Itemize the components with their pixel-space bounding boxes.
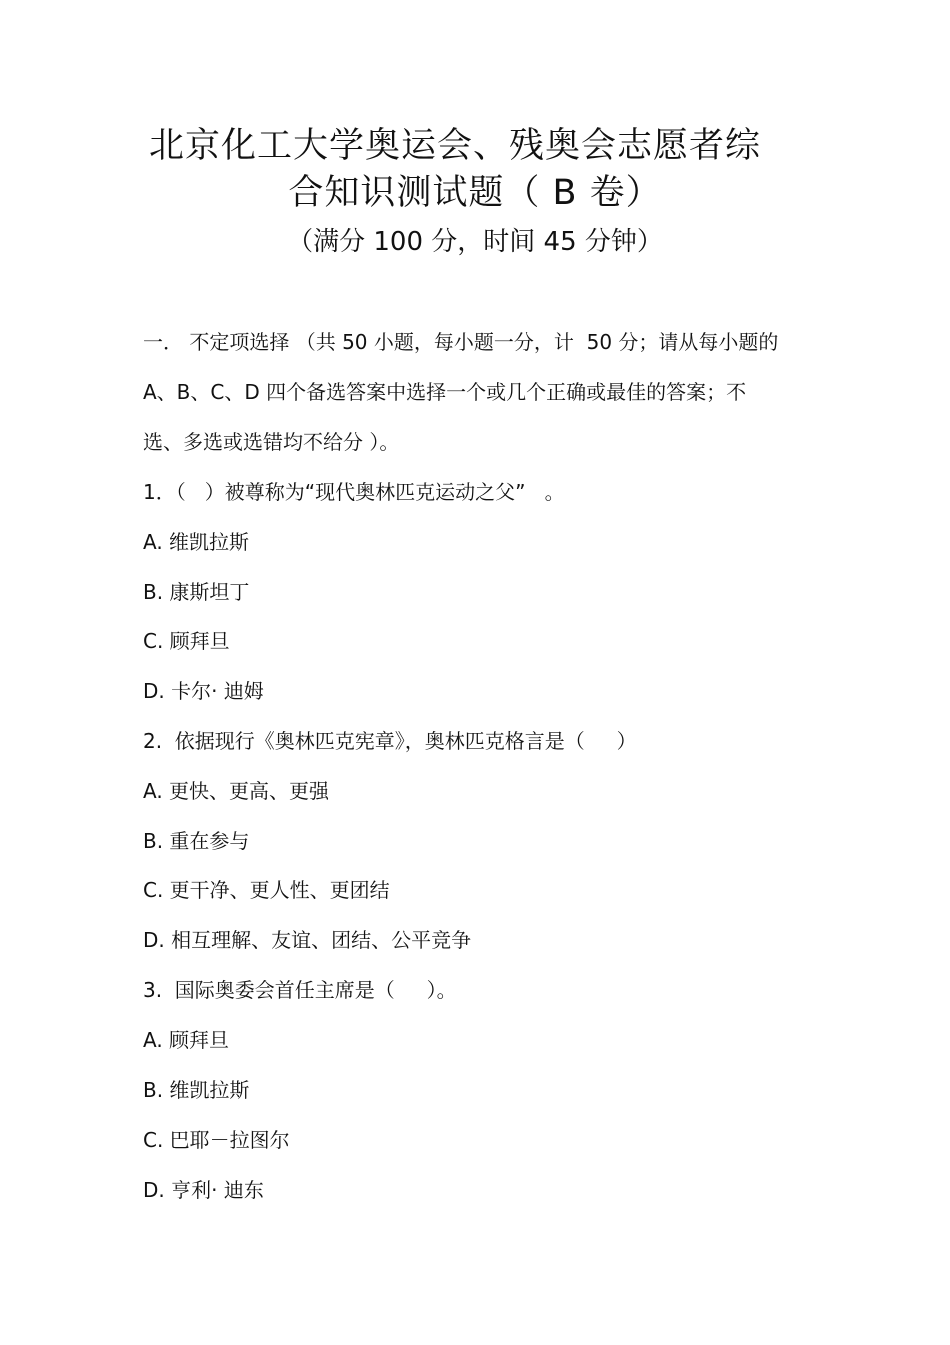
question-2-stem: 2. 依据现行《奥林匹克宪章》，奥林匹克格言是（ ） [143,729,637,753]
page-subtitle: （满分 100 分，时间 45 分钟） [287,227,663,257]
question-2-option-d: D. 相互理解、友谊、团结、公平竞争 [143,928,472,952]
question-2-option-a: A. 更快、更高、更强 [143,779,330,803]
question-3-option-a: A. 顾拜旦 [143,1028,230,1052]
question-1-option-b: B. 康斯坦丁 [143,580,250,604]
page-title-line-1: 北京化工大学奥运会、残奥会志愿者综 [148,126,761,166]
instructions-line-2: A、B、C、D 四个备选答案中选择一个或几个正确或最佳的答案；不 [143,380,747,404]
question-1-option-a: A. 维凯拉斯 [143,530,250,554]
question-1-stem: 1．（ ）被尊称为“现代奥林匹克运动之父” 。 [143,480,565,504]
question-1-option-d: D. 卡尔· 迪姆 [143,679,264,703]
page-title-line-2: 合知识测试题（ B 卷） [288,173,662,213]
question-3-option-b: B. 维凯拉斯 [143,1078,250,1102]
question-3-option-d: D. 亨利· 迪东 [143,1178,264,1202]
question-2-option-c: C. 更干净、更人性、更团结 [143,878,390,902]
instructions-line-1: 一． 不定项选择 （共 50 小题，每小题一分，计 50 分；请从每小题的 [143,330,779,354]
question-3-stem: 3. 国际奥委会首任主席是（ ）。 [143,978,457,1002]
instructions-line-3: 选、多选或选错均不给分 ）。 [143,430,400,454]
question-3-option-c: C. 巴耶－拉图尔 [143,1128,290,1152]
question-2-option-b: B. 重在参与 [143,829,250,853]
question-1-option-c: C. 顾拜旦 [143,629,230,653]
